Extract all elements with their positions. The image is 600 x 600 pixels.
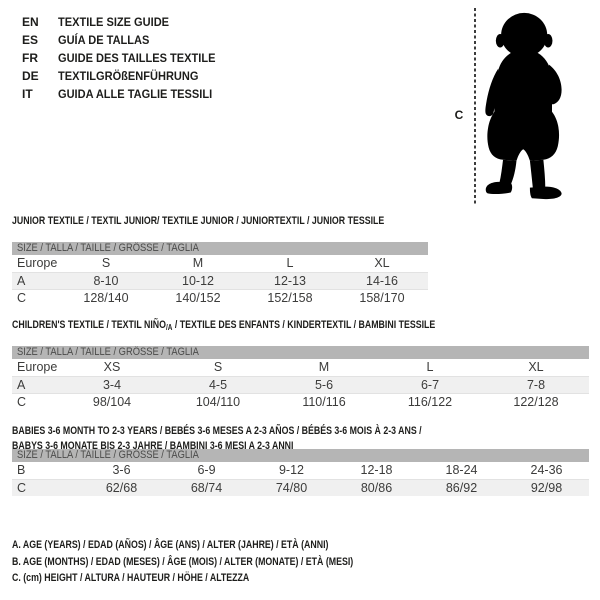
row-label: A	[17, 274, 26, 288]
table-cell: 4-5	[208, 378, 228, 392]
table-row	[12, 376, 589, 393]
section-title-text: JUNIOR TEXTILE / TEXTIL JUNIOR/ TEXTILE JUNIOR / JUNIORTEXTIL / JUNIOR TESSILE	[12, 215, 385, 227]
table-header-band-text: SIZE / TALLA / TAILLE / GRÖSSE / TAGLIA	[17, 449, 199, 461]
lang-row-es	[22, 31, 229, 49]
table-cell: 140/152	[175, 291, 221, 305]
table-cell: 12-18	[360, 463, 393, 477]
table-cell: S	[101, 256, 111, 270]
table-header-band	[12, 242, 428, 255]
table-row	[12, 479, 589, 496]
row-label: C	[17, 395, 27, 409]
footnote-legend	[12, 537, 439, 587]
table-cell: 158/170	[359, 291, 405, 305]
footnote-text: C. (cm) HEIGHT / ALTURA / HAUTEUR / HÖHE / ALTEZZA	[12, 572, 250, 584]
table-cell: XL	[528, 360, 544, 374]
table-cell: 152/158	[267, 291, 313, 305]
table-cell: 62/68	[105, 481, 138, 495]
footnote-b	[12, 554, 439, 571]
table-cell: 5-6	[314, 378, 334, 392]
table-row	[12, 272, 428, 289]
section-title-text	[12, 318, 435, 335]
footnote-text: B. AGE (MONTHS) / EDAD (MESES) / ÂGE (MOIS) / ALTER (MONATE) / ETÀ (MESI)	[12, 555, 354, 568]
table-cell: L	[426, 360, 434, 374]
table-cell: 10-12	[182, 274, 214, 288]
row-label: Europe	[17, 256, 58, 270]
section-childrens-textile	[12, 318, 589, 410]
section-babies	[12, 424, 589, 496]
section-title-line1	[12, 424, 589, 439]
lang-title: TEXTILE SIZE GUIDE	[58, 15, 170, 29]
footnote-c	[12, 570, 439, 587]
row-label: C	[17, 291, 27, 305]
lang-row-fr	[22, 49, 229, 67]
section-title-text: BABIES 3-6 MONTH TO 2-3 YEARS / BEBÉS 3-6 MESES A 2-3 AÑOS / BÉBÉS 3-6 MOIS À 2-3 ANS /	[12, 425, 422, 437]
lang-title: TEXTILGRÖßENFÜHRUNG	[58, 69, 199, 83]
table-header-band-text: SIZE / TALLA / TAILLE / GRÖSSE / TAGLIA	[17, 242, 199, 254]
lang-row-it	[22, 85, 229, 103]
children-size-table	[12, 346, 589, 410]
section-title	[12, 424, 589, 452]
table-cell: 3-6	[112, 463, 131, 477]
table-cell: 24-36	[530, 463, 563, 477]
table-cell: 68/74	[190, 481, 223, 495]
table-cell: 86/92	[445, 481, 478, 495]
table-cell: 80/86	[360, 481, 393, 495]
table-cell: 98/104	[92, 395, 132, 409]
footnote-text: A. AGE (YEARS) / EDAD (AÑOS) / ÂGE (ANS) / ALTER (JAHRE) / ETÀ (ANNI)	[12, 539, 329, 551]
height-dashed-line	[474, 8, 476, 206]
height-measure-label: C	[454, 108, 464, 122]
table-cell: 6-9	[197, 463, 216, 477]
table-row	[12, 289, 428, 306]
row-label: A	[17, 378, 26, 392]
row-label: C	[17, 481, 27, 495]
section-title	[12, 318, 589, 332]
table-cell: 14-16	[366, 274, 398, 288]
row-label: Europe	[17, 360, 58, 374]
table-cell: 9-12	[278, 463, 305, 477]
table-row	[12, 393, 589, 410]
table-header-band-text: SIZE / TALLA / TAILLE / GRÖSSE / TAGLIA	[17, 346, 199, 358]
table-cell: XS	[103, 360, 121, 374]
language-title-list	[22, 13, 229, 103]
title-part: / TEXTILE DES ENFANTS / KINDERTEXTIL / BAMBINI TESSILE	[172, 319, 436, 331]
title-subscript: /A	[165, 323, 173, 332]
table-cell: 74/80	[275, 481, 308, 495]
lang-title: GUÍA DE TALLAS	[58, 33, 150, 47]
lang-row-de	[22, 67, 229, 85]
lang-title: GUIDA ALLE TAGLIE TESSILI	[58, 87, 213, 101]
table-cell: 12-13	[274, 274, 306, 288]
lang-title: GUIDE DES TAILLES TEXTILE	[58, 51, 216, 65]
table-cell: M	[318, 360, 330, 374]
table-cell: 18-24	[445, 463, 478, 477]
footnote-a	[12, 537, 439, 554]
lang-code: EN	[22, 15, 39, 29]
table-cell: 110/116	[302, 395, 346, 409]
table-cell: 8-10	[93, 274, 119, 288]
table-cell: 3-4	[102, 378, 122, 392]
table-row	[12, 359, 589, 376]
table-cell: 7-8	[526, 378, 546, 392]
table-cell: 122/128	[513, 395, 559, 409]
table-cell: 128/140	[83, 291, 129, 305]
lang-code: DE	[22, 69, 39, 83]
table-row	[12, 462, 589, 479]
babies-size-table	[12, 449, 589, 496]
table-cell: 116/122	[407, 395, 453, 409]
table-cell: L	[286, 256, 294, 270]
table-cell: XL	[374, 256, 390, 270]
title-part: CHILDREN'S TEXTILE / TEXTIL NIÑO	[12, 319, 166, 331]
table-cell: S	[213, 360, 223, 374]
table-cell: 104/110	[195, 395, 241, 409]
table-header-band	[12, 346, 589, 359]
lang-code: IT	[22, 87, 33, 101]
lang-code: ES	[22, 33, 39, 47]
junior-size-table	[12, 242, 428, 306]
table-cell: M	[192, 256, 204, 270]
section-title-text: BABYS 3-6 MONATE BIS 2-3 JAHRE / BAMBINI 3-6 MESI A 2-3 ANNI	[12, 440, 294, 452]
baby-silhouette-icon	[480, 6, 576, 208]
table-row	[12, 255, 428, 272]
section-title	[12, 214, 428, 228]
section-junior-textile	[12, 214, 428, 306]
lang-code: FR	[22, 51, 38, 65]
lang-row-en	[22, 13, 229, 31]
table-cell: 6-7	[420, 378, 440, 392]
row-label: B	[17, 463, 26, 477]
table-cell: 92/98	[530, 481, 563, 495]
